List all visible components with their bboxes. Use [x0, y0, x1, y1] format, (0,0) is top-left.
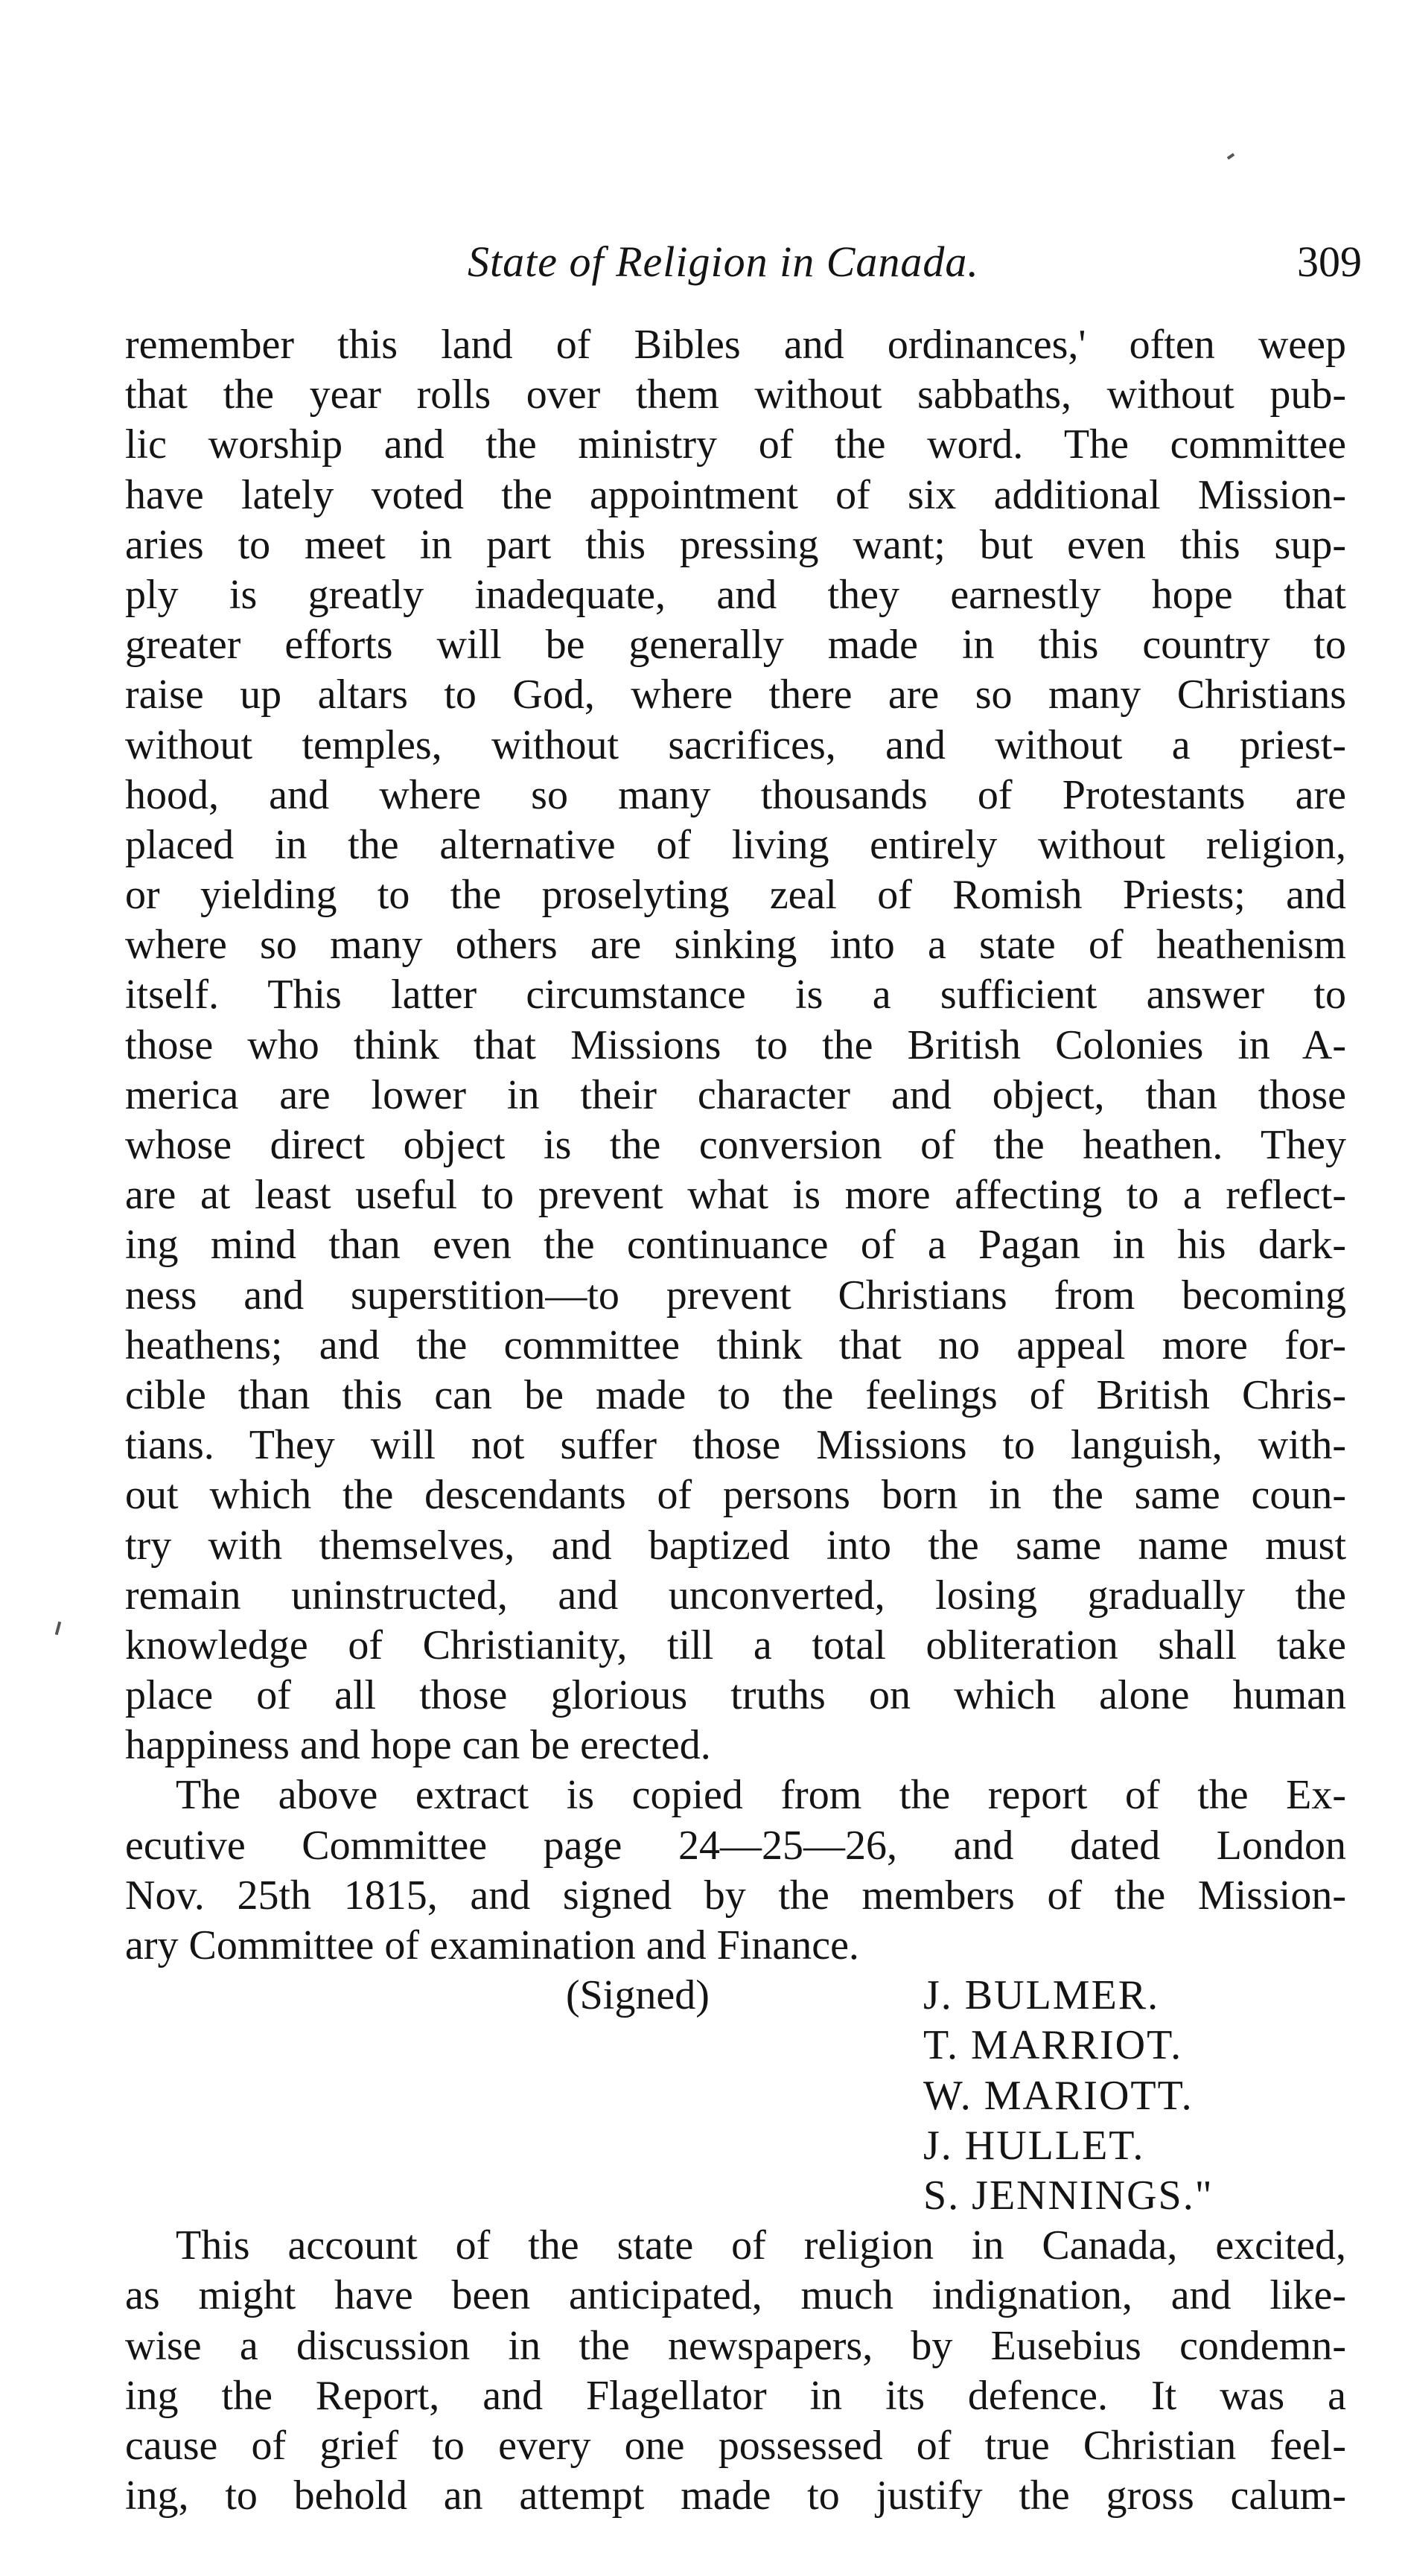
text-line: greater efforts will be generally made in this country to [125, 622, 1346, 669]
margin-ink-mark [55, 1622, 62, 1635]
text-line: without temples, without sacrifices, and without a priest- [125, 721, 1346, 768]
paragraph-reaction [125, 2221, 1346, 2521]
signature-block [125, 1971, 1346, 2221]
page-number: 309 [1297, 237, 1362, 286]
text-line: or yielding to the proselyting zeal of Romish Priests; and [125, 872, 1346, 919]
text-line: happiness and hope can be erected. [125, 1722, 711, 1769]
text-line: whose direct object is the conversion of the heathen. They [125, 1122, 1346, 1168]
text-line: merica are lower in their character and object, than those [125, 1071, 1346, 1118]
text-line: tians. They will not suffer those Missions to languish, with- [125, 1422, 1346, 1469]
text-line: itself. This latter circumstance is a sufficient answer to [125, 972, 1346, 1018]
text-line: hood, and where so many thousands of Protestants are [125, 771, 1346, 818]
paragraph-report-source [125, 1770, 1346, 1971]
text-line: ing, to behold an attempt made to justify the gross calum- [125, 2473, 1346, 2519]
text-line: knowledge of Christianity, till a total obliteration shall take [125, 1622, 1346, 1668]
text-line: This account of the state of religion in Canada, excited, [176, 2222, 1346, 2269]
text-line: ing mind than even the continuance of a Pagan in his dark- [125, 1222, 1346, 1269]
text-line: The above extract is copied from the report of the Ex- [176, 1772, 1346, 1819]
signer-name: J. HULLET. [923, 2122, 1145, 2169]
signer-name: S. JENNINGS." [923, 2172, 1214, 2219]
body-text [125, 320, 1346, 2521]
text-line: raise up altars to God, where there are so many Christians [125, 672, 1346, 718]
signer-name: J. BULMER. [923, 1972, 1160, 2019]
text-line: as might have been anticipated, much indignation, and like- [125, 2272, 1346, 2319]
text-line: ply is greatly inadequate, and they earnestly hope that [125, 571, 1346, 618]
text-line: cause of grief to every one possessed of true Christian feel- [125, 2422, 1346, 2469]
text-line: place of all those glorious truths on which alone human [125, 1672, 1346, 1719]
text-line: heathens; and the committee think that no appeal more for- [125, 1322, 1346, 1368]
text-line: ness and superstition—to prevent Christians from becoming [125, 1272, 1346, 1319]
signed-label: (Signed) [566, 1972, 710, 2019]
running-title: State of Religion in Canada. [468, 237, 979, 286]
text-line: lic worship and the ministry of the word. The committee [125, 421, 1346, 468]
text-line: placed in the alternative of living entirely without religion, [125, 821, 1346, 868]
signer-name: T. MARRIOT. [923, 2022, 1183, 2069]
text-line: wise a discussion in the newspapers, by Eusebius condemn- [125, 2322, 1346, 2369]
text-line: where so many others are sinking into a state of heathenism [125, 922, 1346, 969]
text-line: ing the Report, and Flagellator in its defence. It was a [125, 2372, 1346, 2419]
text-line: ary Committee of examination and Finance. [125, 1922, 859, 1968]
text-line: remember this land of Bibles and ordinances,' often weep [125, 322, 1346, 368]
text-line: that the year rolls over them without sabbaths, without pub- [125, 372, 1346, 418]
text-line: ecutive Committee page 24—25—26, and dated London [125, 1822, 1346, 1869]
text-line: remain uninstructed, and unconverted, losing gradually the [125, 1572, 1346, 1619]
running-head [0, 237, 1405, 296]
paragraph-continued-quotation [125, 320, 1346, 1770]
text-line: Nov. 25th 1815, and signed by the members of the Mission- [125, 1872, 1346, 1919]
text-line: are at least useful to prevent what is more affecting to a reflect- [125, 1172, 1346, 1219]
text-line: cible than this can be made to the feelings of British Chris- [125, 1371, 1346, 1418]
text-line: those who think that Missions to the British Colonies in A- [125, 1021, 1346, 1068]
text-line: out which the descendants of persons born in the same coun- [125, 1472, 1346, 1519]
text-line: try with themselves, and baptized into the same name must [125, 1522, 1346, 1569]
text-line: aries to meet in part this pressing want; but even this sup- [125, 521, 1346, 568]
stray-ink-mark [1227, 153, 1234, 159]
signer-name: W. MARIOTT. [923, 2072, 1194, 2119]
text-line: have lately voted the appointment of six additional Mission- [125, 471, 1346, 518]
